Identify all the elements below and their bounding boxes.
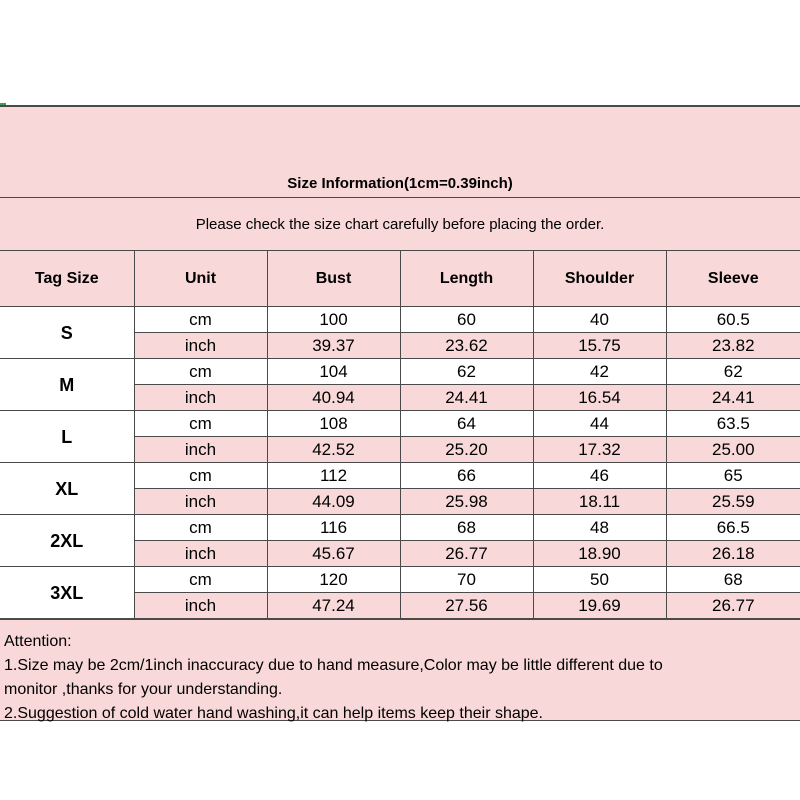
value-cell: 63.5 bbox=[666, 411, 800, 437]
size-table bbox=[0, 106, 800, 619]
size-tag: S bbox=[0, 307, 134, 359]
value-cell: 62 bbox=[666, 359, 800, 385]
value-cell: 26.77 bbox=[400, 541, 533, 567]
value-cell: 104 bbox=[267, 359, 400, 385]
unit-cell: cm bbox=[134, 307, 267, 333]
value-cell: 68 bbox=[666, 567, 800, 593]
size-tag: XL bbox=[0, 463, 134, 515]
attention-heading: Attention: bbox=[4, 633, 72, 650]
value-cell: 26.18 bbox=[666, 541, 800, 567]
value-cell: 25.00 bbox=[666, 437, 800, 463]
unit-cell: cm bbox=[134, 411, 267, 437]
attention-notes bbox=[0, 619, 800, 720]
value-cell: 27.56 bbox=[400, 593, 533, 619]
unit-cell: inch bbox=[134, 385, 267, 411]
value-cell: 19.69 bbox=[533, 593, 666, 619]
value-cell: 62 bbox=[400, 359, 533, 385]
value-cell: 25.98 bbox=[400, 489, 533, 515]
value-cell: 47.24 bbox=[267, 593, 400, 619]
value-cell: 60 bbox=[400, 307, 533, 333]
value-cell: 120 bbox=[267, 567, 400, 593]
size-chart bbox=[0, 105, 800, 721]
value-cell: 108 bbox=[267, 411, 400, 437]
value-cell: 18.11 bbox=[533, 489, 666, 515]
value-cell: 42.52 bbox=[267, 437, 400, 463]
table-row bbox=[0, 567, 800, 593]
value-cell: 68 bbox=[400, 515, 533, 541]
value-cell: 15.75 bbox=[533, 333, 666, 359]
value-cell: 60.5 bbox=[666, 307, 800, 333]
value-cell: 65 bbox=[666, 463, 800, 489]
value-cell: 50 bbox=[533, 567, 666, 593]
table-row bbox=[0, 463, 800, 489]
value-cell: 44 bbox=[533, 411, 666, 437]
value-cell: 18.90 bbox=[533, 541, 666, 567]
value-cell: 16.54 bbox=[533, 385, 666, 411]
value-cell: 40 bbox=[533, 307, 666, 333]
value-cell: 66.5 bbox=[666, 515, 800, 541]
unit-cell: inch bbox=[134, 333, 267, 359]
value-cell: 40.94 bbox=[267, 385, 400, 411]
chart-title bbox=[0, 107, 800, 198]
value-cell: 70 bbox=[400, 567, 533, 593]
header-row bbox=[0, 251, 800, 307]
unit-cell: cm bbox=[134, 359, 267, 385]
size-tag: M bbox=[0, 359, 134, 411]
table-row bbox=[0, 515, 800, 541]
value-cell: 44.09 bbox=[267, 489, 400, 515]
unit-cell: cm bbox=[134, 463, 267, 489]
size-tag: L bbox=[0, 411, 134, 463]
value-cell: 23.62 bbox=[400, 333, 533, 359]
unit-cell: inch bbox=[134, 593, 267, 619]
value-cell: 100 bbox=[267, 307, 400, 333]
unit-cell: cm bbox=[134, 567, 267, 593]
header-unit: Unit bbox=[134, 251, 267, 307]
value-cell: 23.82 bbox=[666, 333, 800, 359]
chart-subtitle: Please check the size chart carefully before placing the order. bbox=[0, 198, 800, 251]
value-cell: 17.32 bbox=[533, 437, 666, 463]
value-cell: 25.59 bbox=[666, 489, 800, 515]
value-cell: 112 bbox=[267, 463, 400, 489]
header-length: Length bbox=[400, 251, 533, 307]
table-row bbox=[0, 359, 800, 385]
unit-cell: inch bbox=[134, 437, 267, 463]
value-cell: 24.41 bbox=[666, 385, 800, 411]
size-tag: 2XL bbox=[0, 515, 134, 567]
unit-cell: cm bbox=[134, 515, 267, 541]
value-cell: 24.41 bbox=[400, 385, 533, 411]
value-cell: 26.77 bbox=[666, 593, 800, 619]
value-cell: 25.20 bbox=[400, 437, 533, 463]
header-sleeve: Sleeve bbox=[666, 251, 800, 307]
value-cell: 45.67 bbox=[267, 541, 400, 567]
attention-line-1: 1.Size may be 2cm/1inch inaccuracy due to hand measure,Color may be little different due to bbox=[4, 657, 663, 674]
value-cell: 46 bbox=[533, 463, 666, 489]
value-cell: 48 bbox=[533, 515, 666, 541]
value-cell: 39.37 bbox=[267, 333, 400, 359]
unit-cell: inch bbox=[134, 541, 267, 567]
header-shoulder: Shoulder bbox=[533, 251, 666, 307]
header-tag-size: Tag Size bbox=[0, 251, 134, 307]
value-cell: 64 bbox=[400, 411, 533, 437]
size-tag: 3XL bbox=[0, 567, 134, 619]
table-row bbox=[0, 411, 800, 437]
value-cell: 66 bbox=[400, 463, 533, 489]
attention-line-2: monitor ,thanks for your understanding. bbox=[4, 681, 283, 698]
value-cell: 116 bbox=[267, 515, 400, 541]
table-row bbox=[0, 307, 800, 333]
attention-line-3: 2.Suggestion of cold water hand washing,it can help items keep their shape. bbox=[4, 705, 543, 722]
unit-cell: inch bbox=[134, 489, 267, 515]
header-bust: Bust bbox=[267, 251, 400, 307]
chart-title-text: Size Information(1cm=0.39inch) bbox=[287, 175, 513, 192]
value-cell: 42 bbox=[533, 359, 666, 385]
